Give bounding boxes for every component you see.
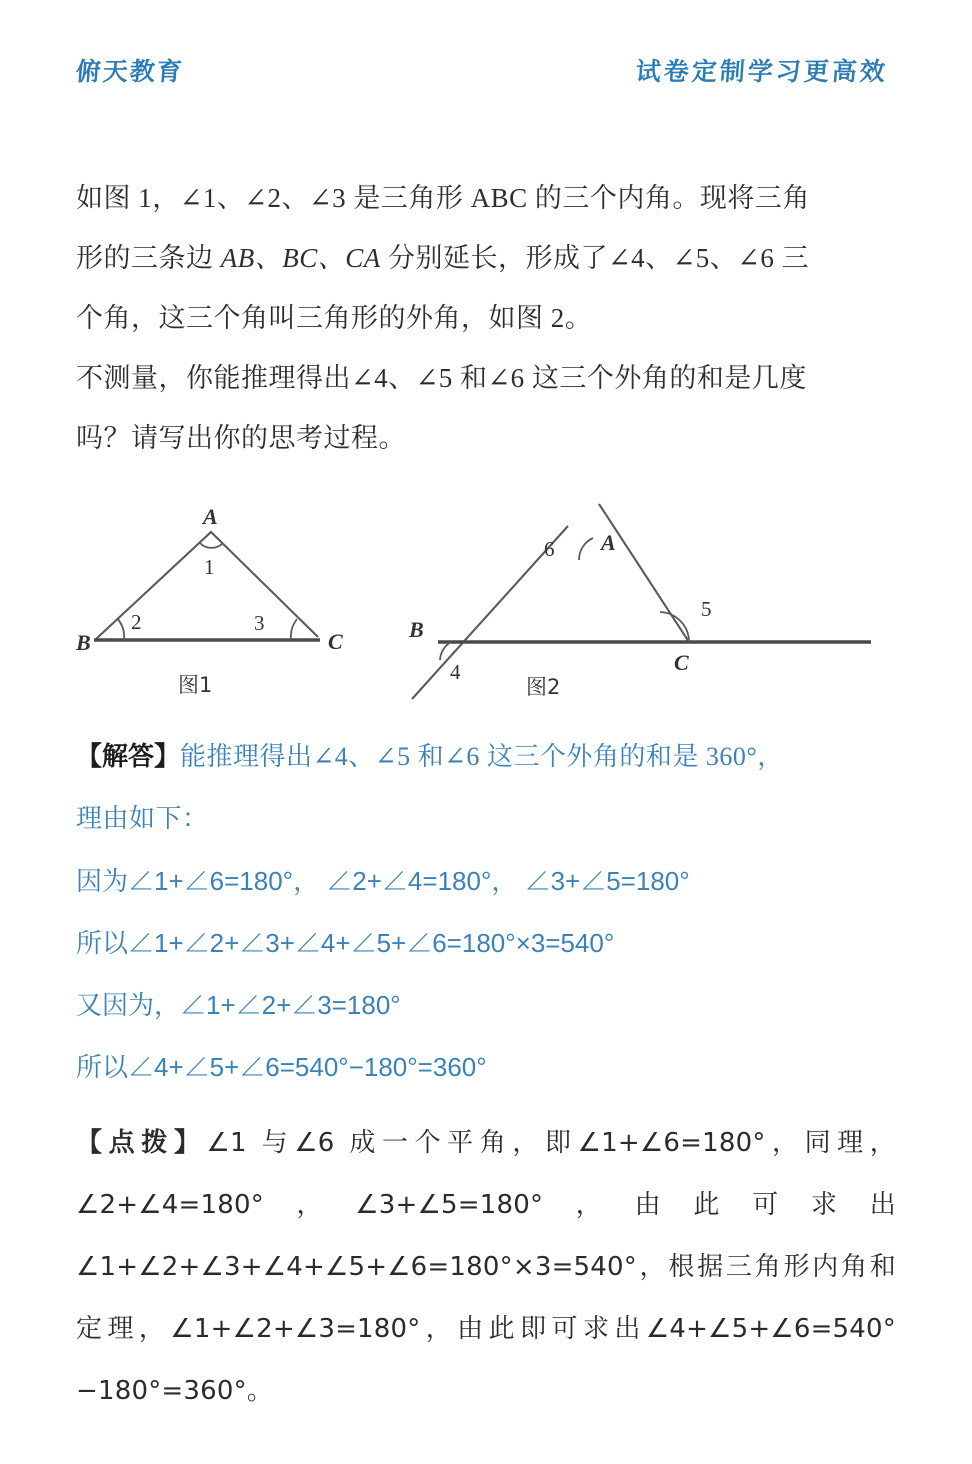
fig1-caption: 图1 xyxy=(178,673,213,697)
fig2-caption: 图2 xyxy=(526,675,561,699)
fig2-vertex-label-C: C xyxy=(674,650,689,675)
fig1-angle-number-2: 2 xyxy=(131,610,142,634)
answer-line-6: 所以∠4+∠5+∠6=540°−180°=360° xyxy=(76,1052,487,1082)
fig2-angle-number-6: 6 xyxy=(544,537,555,561)
fig2-angle-arc-5 xyxy=(660,612,689,642)
question-line-2-prefix: 形的三条边 xyxy=(76,243,221,273)
page-header xyxy=(76,0,896,108)
fig1-angle-arc-C xyxy=(291,619,297,640)
fig1-vertex-label-B: B xyxy=(76,630,91,655)
brand-name-left: 俯天教育 xyxy=(74,57,185,86)
answer-line-1 xyxy=(76,726,896,788)
fig2-angle-arc-6 xyxy=(579,538,593,560)
question-line-5: 吗？请写出你的思考过程。 xyxy=(76,423,406,453)
fig1-angle-number-3: 3 xyxy=(254,611,265,635)
fig2-vertex-label-A: A xyxy=(601,530,616,555)
answer-line-3: 因为∠1+∠6=180°， ∠2+∠4=180°， ∠3+∠5=180° xyxy=(76,866,690,896)
hint-tag: 【点拨】 xyxy=(76,1128,207,1158)
hint-body: ∠1 与∠6 成一个平角，即∠1+∠6=180°，同理，∠2+∠4=180°，∠3+∠5=180°，由此可求出∠1+∠2+∠3+∠4+∠5+∠6=180°×3=540°，根据三角形内角和定理，∠1+∠2+∠3=180°，由此即可求出∠4+∠5+∠6=540°−180°=360°。 xyxy=(76,1128,896,1406)
question-text xyxy=(76,168,896,468)
fig1-vertex-label-A: A xyxy=(203,504,218,529)
question-line-1 xyxy=(76,168,896,228)
question-line-3: 个角，这三个角叫三角形的外角，如图 2。 xyxy=(76,303,593,333)
fig1-angle-arc-B xyxy=(117,618,124,640)
hint-block xyxy=(76,1112,896,1422)
question-line-4: 不测量，你能推理得出∠4、∠5 和∠6 这三个外角的和是几度 xyxy=(76,363,807,393)
answer-line-5: 又因为，∠1+∠2+∠3=180° xyxy=(76,990,401,1020)
question-line-1-text: 如图 1，∠1、∠2、∠3 是三角形 ABC 的三个内角。现将三角 xyxy=(76,183,810,213)
question-line-2 xyxy=(76,228,896,288)
answer-line-1-text: 能推理得出∠4、∠5 和∠6 这三个外角的和是 360°， xyxy=(180,742,784,771)
geometry-figures-svg xyxy=(76,494,896,704)
fig2-vertex-label-B: B xyxy=(409,617,424,642)
fig1-vertex-label-C: C xyxy=(328,629,343,654)
fig2-line-CA-extended xyxy=(599,504,689,642)
fig1-angle-number-1: 1 xyxy=(204,555,215,579)
figure-2 xyxy=(408,504,871,699)
answer-tag: 【解答】 xyxy=(76,742,181,772)
fig1-angle-arc-A xyxy=(200,543,223,548)
brand-slogan-right: 试卷定制学习更高效 xyxy=(634,57,889,86)
question-line-2-suffix: 分别延长，形成了∠4、∠5、∠6 三 xyxy=(380,243,810,273)
figures-row xyxy=(76,494,896,704)
figure-1 xyxy=(76,504,343,697)
question-line-2-sides: AB、BC、CA xyxy=(220,243,381,273)
answer-block xyxy=(76,726,896,1098)
fig2-angle-number-4: 4 xyxy=(450,660,461,684)
fig2-angle-number-5: 5 xyxy=(701,597,712,621)
answer-line-2: 理由如下： xyxy=(76,804,209,833)
answer-line-4: 所以∠1+∠2+∠3+∠4+∠5+∠6=180°×3=540° xyxy=(76,928,615,958)
